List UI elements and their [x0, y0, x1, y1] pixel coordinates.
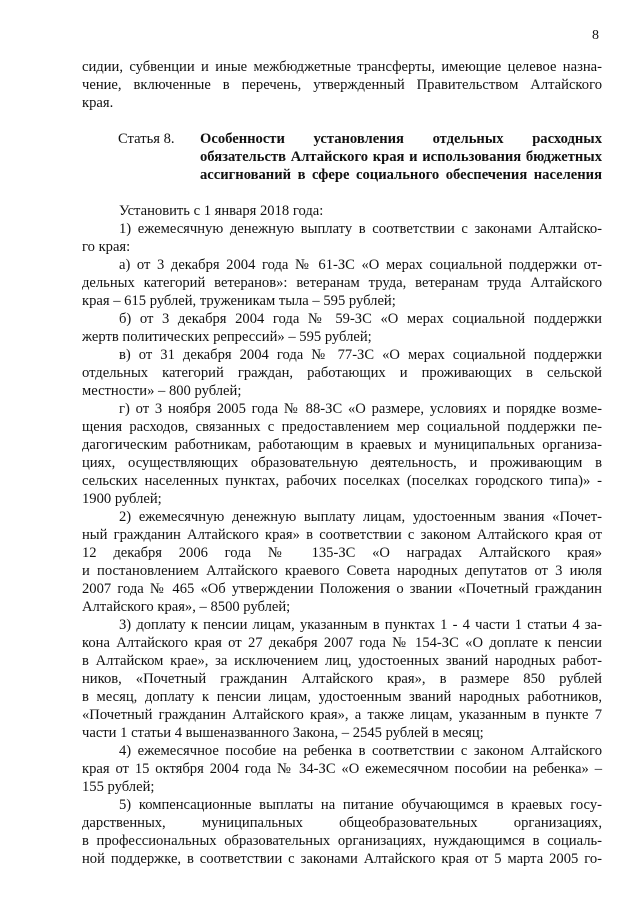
text-line: Алтайского края», – 8500 рублей;	[82, 599, 291, 615]
text-line: 2007 года № 465 «Об утверждении Положения о звании «Почетный гражданин	[82, 581, 602, 597]
text-line: г) от 3 ноября 2005 года № 88-ЗС «О размере, условиях и порядке возме-	[119, 401, 602, 417]
text-line: ный гражданин Алтайского края» в соответствии с законом Алтайского края от	[82, 527, 602, 543]
text-line: чение, включенные в перечень, утвержденный Правительством Алтайского	[82, 77, 602, 93]
text-line: сельских населенных пунктах, рабочих поселках (поселках городского типа)» -	[82, 473, 602, 489]
article-number: Статья 8.	[118, 131, 175, 147]
text-line: края.	[82, 95, 114, 111]
text-line: го края:	[82, 239, 131, 255]
article-heading	[82, 130, 602, 184]
text-line: Установить с 1 января 2018 года:	[119, 203, 324, 219]
title-line: Особенности установления отдельных расходных	[200, 131, 602, 147]
text-line: 155 рублей;	[82, 779, 155, 795]
article-title	[200, 130, 602, 184]
text-line: местности» – 800 рублей;	[82, 383, 242, 399]
text-line: ников, «Почетный гражданин Алтайского края», в размере 850 рублей	[82, 671, 602, 687]
text-line: дельных категорий ветеранов»: ветеранам труда, ветеранам труда Алтайского	[82, 275, 602, 291]
text-line: б) от 3 декабря 2004 года № 59-ЗС «О мерах социальной поддержки	[119, 311, 602, 327]
page-number: 8	[592, 28, 599, 43]
text-line: сидии, субвенции и иные межбюджетные трансферты, имеющие целевое назна-	[82, 59, 602, 75]
text-line: 1) ежемесячную денежную выплату в соответствии с законами Алтайско-	[119, 221, 602, 237]
intro-paragraph	[82, 58, 602, 112]
text-line: ной поддержке, в соответствии с законами Алтайского края от 5 марта 2005 го-	[82, 851, 602, 867]
text-line: края – 615 рублей, труженикам тыла – 595 рублей;	[82, 293, 396, 309]
text-line: 3) доплату к пенсии лицам, указанным в пунктах 1 - 4 части 1 статьи 4 за-	[119, 617, 602, 633]
text-line: 1900 рублей;	[82, 491, 162, 507]
text-line: циях, осуществляющих образовательную деятельность, и проживающим в	[82, 455, 602, 471]
document-body	[82, 58, 602, 868]
text-line: части 1 статьи 4 вышеназванного Закона, – 2545 рублей в месяц;	[82, 725, 484, 741]
text-line: жертв политических репрессий» – 595 рублей;	[82, 329, 372, 345]
text-line: отдельных категорий граждан, работающих и проживающих в сельской	[82, 365, 602, 381]
text-line: «Почетный гражданин Алтайского края», а также лицам, указанным в пункте 7	[82, 707, 602, 723]
text-line: и постановлением Алтайского краевого Совета народных депутатов от 3 июля	[82, 563, 602, 579]
text-line: в) от 31 декабря 2004 года № 77-ЗС «О мерах социальной поддержки	[119, 347, 602, 363]
text-line: дарственных, муниципальных общеобразовательных организациях,	[82, 815, 602, 831]
text-line: кона Алтайского края от 27 декабря 2007 года № 154-ЗС «О доплате к пенсии	[82, 635, 602, 651]
text-line: в Алтайском крае», за исключением лиц, удостоенных званий народных работ-	[82, 653, 602, 669]
text-line: в месяц, доплату к пенсии лицам, удостоенным званий народных работников,	[82, 689, 602, 705]
text-line: 2) ежемесячную денежную выплату лицам, удостоенным звания «Почет-	[119, 509, 602, 525]
text-line: в профессиональных образовательных организациях, нуждающимся в социаль-	[82, 833, 602, 849]
text-line: края от 15 октября 2004 года № 34-ЗС «О ежемесячном пособии на ребенка» –	[82, 761, 602, 777]
text-line: 12 декабря 2006 года № 135-ЗС «О наградах Алтайского края»	[82, 545, 602, 561]
text-line: щения расходов, связанных с предоставлением мер социальной поддержки пе-	[82, 419, 602, 435]
title-line: обязательств Алтайского края и использования бюджетных	[200, 149, 602, 165]
text-line: а) от 3 декабря 2004 года № 61-ЗС «О мерах социальной поддержки от-	[119, 257, 602, 273]
text-line: 5) компенсационные выплаты на питание обучающимся в краевых госу-	[119, 797, 602, 813]
article-body	[82, 202, 602, 868]
title-line: ассигнований в сфере социального обеспечения населения	[200, 167, 602, 183]
text-line: 4) ежемесячное пособие на ребенка в соответствии с законом Алтайского	[119, 743, 602, 759]
text-line: дагогическим работникам, работающим в краевых и муниципальных организа-	[82, 437, 602, 453]
